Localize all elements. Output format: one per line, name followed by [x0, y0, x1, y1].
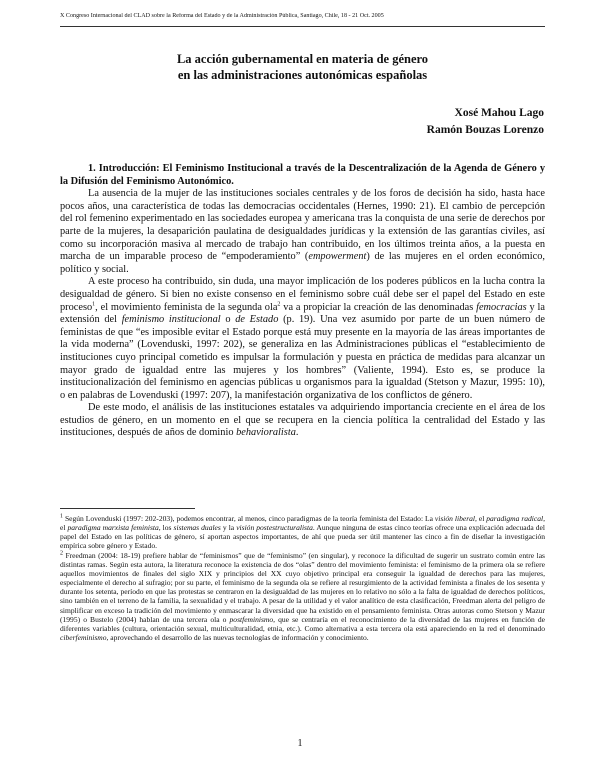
paragraph-text: o: [220, 314, 236, 326]
paragraph-text: y la extensión del: [60, 301, 545, 326]
footnote-mark: 2: [60, 550, 63, 557]
footnote-text: , el: [60, 514, 546, 533]
footnote-ref[interactable]: 2: [277, 301, 281, 308]
italic-term: paradigma marxista feminista: [67, 523, 159, 533]
paragraph-text: La ausencia de la mujer de las instituciones sociales centrales y de los foros de decisión ha sido, hasta hace pocos años, una característica de todas las democracias occidentales (Hernes, 1990: 21). El cambio de percepción del rol femenino experimentado en las sociedades europea y americana tras la conquista de una serie de derechos por parte de la mujeres, la desaparición paulatina de desigualdades jurídicas y la extensión de las garantías civiles, así como su incorporación masiva al mercado de trabajo han contribuido, en los últimos treinta años, a la puesta en marcha de un imparable proceso de “empoderamiento” (: [60, 188, 545, 263]
footnote-text: Según Lovenduski (1997: 202-203), podemos encontrar, al menos, cinco paradigmas de la teoría feminista del Estado: La: [63, 514, 435, 523]
running-header: X Congreso Internacional del CLAD sobre la Reforma del Estado y de la Administración Pública, Santiago, Chile, 18 - 21 Oct. 2005: [60, 13, 384, 19]
italic-term: visión postestructuralista: [236, 523, 313, 533]
paragraph-text: .: [295, 427, 299, 439]
paragraph-text: , el movimiento feminista de la segunda ola: [95, 301, 278, 313]
italic-term: sistemas duales: [173, 523, 221, 533]
author-list: [427, 105, 544, 139]
italic-term: behavioralista: [236, 427, 296, 439]
footnote-rule: [60, 508, 195, 509]
footnote-text: y la: [220, 523, 237, 533]
footnote-ref[interactable]: 1: [92, 301, 96, 308]
paragraph-text: (p. 19). Una vez asumido por parte de un buen número de feministas de que “es imposible evitar el Estado porque está muy presente en la mayoría de las áreas importantes de la vida moderna” (Lovenduski, 1997: 202), se generaliza en las Administraciones públicas el “establecimiento de instituciones cuyo principal cometido es impulsar la formulación y puesta en práctica de medidas para alcanzar un mayor grado de igualdad entre las mujeres y los hombres” (Valiente, 1994). Esto es, se produce la institucionalización del feminismo en agencias públicas u organismos para la igualdad (Stetson y Mazur, 1995: 10), o en palabras de Lovenduski (1997: 207), la manifestación organizativa de los conflictos de género.: [60, 314, 546, 401]
italic-term: de Estado: [235, 314, 279, 326]
paragraph-3: [60, 402, 545, 440]
italic-term: feminismo institucional: [121, 314, 221, 326]
paragraph-text: va a propiciar la creación de las denominadas: [280, 301, 477, 313]
footnote-text: , aprovechando el desarrollo de las nuevas tecnologías de información y conocimiento.: [106, 633, 369, 643]
paper-title: [60, 52, 545, 83]
footnote-text: , el: [475, 514, 487, 523]
page-number: 1: [297, 738, 303, 749]
italic-term: postfeminismo: [229, 614, 274, 624]
italic-term: empowerment: [308, 251, 367, 263]
body-text: [60, 163, 545, 440]
italic-term: paradigma radical: [486, 514, 544, 523]
title-line-1: La acción gubernamental en materia de género: [176, 52, 429, 66]
italic-term: ciberfeminismo: [60, 633, 107, 643]
footnotes: [60, 514, 545, 642]
paragraph-1: [60, 188, 545, 276]
footnote-text: , los: [158, 523, 174, 533]
footnote-2: [60, 551, 545, 643]
italic-term: visión liberal: [434, 514, 476, 523]
author-name: Xosé Mahou Lago: [454, 107, 544, 119]
italic-term: femocracias: [476, 301, 527, 313]
paragraph-text: De este modo, el análisis de las instituciones estatales va adquiriendo importancia creciente en el área de los estudios de género, en un momento en el que se recupera en la ciencia política la centralidad del Estado y las instituciones, después de años de dominio: [60, 402, 545, 439]
title-line-2: en las administraciones autonómicas españolas: [177, 67, 428, 82]
footnote-text: Freedman (2004: 18-19) prefiere hablar de “feminismos” que de “feminismo” (en singular), y reconoce la dificultad de sugerir un sustrato común entre las distintas ramas. Según esta autora, la literatura reconoce la existencia de dos “olas” dentro del movimiento feminista: el feminismo de la primera ola se refiere aquellos movimientos de finales del siglo XIX y principios del XX cuyo objetivo principal era conseguir la igualdad de derechos para las mujeres, especialmente el derecho al sufragio; por su parte, el feminismo de la segunda ola se refiere al resurgimiento de la actividad feminista a finales de los sesenta y durante los setenta, período en que las protestas se centraron en la desigualdad de las mujeres en lo relativo no sólo a la falta de igualdad de derechos políticos, sino también en el terreno de la familia, la sexualidad y el trabajo. A pesar de la utilidad y el valor analítico de esta clasificación, Freedman alerta del peligro de simplificar en exceso la tradición del movimiento y enmascarar la diversidad que ha existido en el pensamiento feminista. Otras autoras como Stetson y Mazur (1995) o Bustelo (2004) hablan de una tercera ola o: [60, 550, 545, 624]
header-rule: [60, 26, 545, 27]
paragraph-text: ) de las mujeres en el orden económico, político y social.: [60, 251, 545, 275]
footnote-mark: 1: [60, 513, 63, 520]
footnote-text: , que se centraría en el reconocimiento de la diversidad de las mujeres en función de diferentes variables (cultura, orientación sexual, multiculturalidad, etnia, etc.). Como alternativa a esta tercera ola está apareciendo en la red el denominado: [60, 614, 546, 633]
section-heading: 1. Introducción: El Feminismo Institucional a través de la Descentralización de la Agenda de Género y la Difusión del Feminismo Autonómico.: [60, 163, 545, 187]
footnote-1: [60, 514, 545, 551]
author-name: Ramón Bouzas Lorenzo: [426, 124, 544, 136]
paragraph-2: [60, 276, 545, 402]
footnote-text: . Aunque ninguna de estas cinco teorías ofrece una explicación adecuada del papel del Estado en las políticas de género, sí aportan aspectos importantes, de ahí que pueda ser útil mantener las cinco a fin de diseñar la investigación empírica sobre género y Estado.: [60, 523, 545, 551]
paragraph-text: A este proceso ha contribuido, sin duda, una mayor implicación de los poderes públicos en la lucha contra la desigualdad de género. Si bien no existe consenso en el feminismo sobre cuál debe ser el papel del Estado en este proceso: [60, 276, 545, 313]
